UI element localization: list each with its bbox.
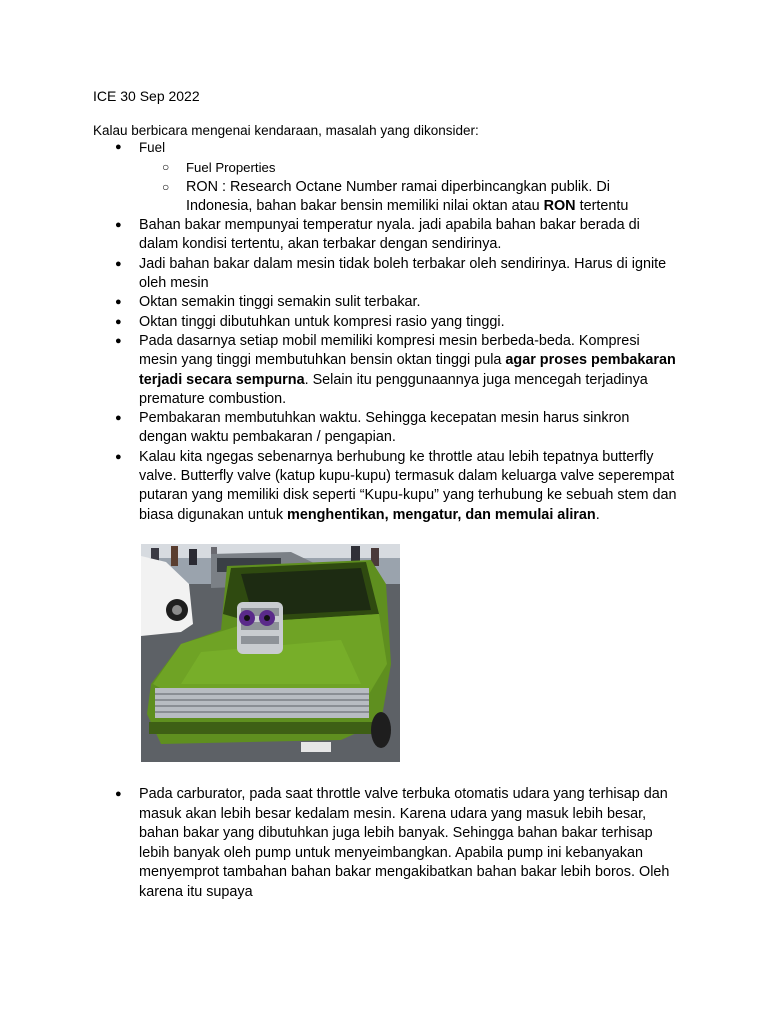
b7-bold: menghentikan, mengatur, dan memulai aliran xyxy=(287,506,596,523)
list-item: ● Pada carburator, pada saat throttle valve terbuka otomatis udara yang terhisap dan masuk akan lebih besar kedalam mesin. Karena udara yang masuk lebih besar, bahan bakar yang dibutuhkan juga lebih banyak. Sehingga bahan bakar terhisap lebih banyak oleh pump untuk menyeimbangkan. Apabila pump ini kebanyakan menyemprot tambahan bahan bakar mengakibatkan bahan bakar lebih boros. Oleh karena itu supaya xyxy=(0,785,679,903)
list-item: ● Jadi bahan bakar dalam mesin tidak boleh terbakar oleh sendirinya. Harus di ignite oleh mesin xyxy=(0,255,679,294)
list-item: ● Pembakaran membutuhkan waktu. Sehingga kecepatan mesin harus sinkron dengan waktu pembakaran / pengapian. xyxy=(0,409,679,448)
page-title: ICE 30 Sep 2022 xyxy=(93,88,200,104)
list-item xyxy=(0,448,679,525)
fuel-sub-list xyxy=(139,158,679,216)
list-item-fuel xyxy=(0,138,679,216)
green-car-photo xyxy=(141,544,400,762)
ron-bold: RON xyxy=(543,197,576,214)
b5-tail: . Selain itu penggunaannya juga mencegah terjadinya premature combustion. xyxy=(139,371,648,407)
list-item: ● Oktan tinggi dibutuhkan untuk kompresi rasio yang tinggi. xyxy=(0,313,679,332)
fuel-label: Fuel xyxy=(139,140,166,155)
sub-item-ron xyxy=(139,178,679,217)
b5-text: Pada dasarnya setiap mobil memiliki kompresi mesin berbeda-beda. Kompresi mesin yang tinggi membutuhkan bensin oktan tinggi pula xyxy=(139,332,640,369)
ron-text: RON : Research Octane Number ramai diperbincangkan publik. Di Indonesia, bahan bakar bensin memiliki nilai oktan atau xyxy=(186,178,610,214)
sub-item-fuel-properties: ○ Fuel Properties xyxy=(139,158,679,177)
list-item: ● Oktan semakin tinggi semakin sulit terbakar. xyxy=(0,293,679,312)
intro-text: Kalau berbicara mengenai kendaraan, masalah yang dikonsider: xyxy=(93,123,479,138)
list-item xyxy=(0,332,679,409)
main-bullet-list xyxy=(0,138,768,525)
list-item: ● Bahan bakar mempunyai temperatur nyala. jadi apabila bahan bakar berada di dalam kondisi tertentu, akan terbakar dengan sendirinya. xyxy=(0,216,679,255)
b7-text: Kalau kita ngegas sebenarnya berhubung ke throttle atau lebih tepatnya butterfly valve. Butterfly valve (katup kupu-kupu) termasuk dalam keluarga valve seperempat putaran yang memiliki disk seperti “Kupu-kupu” yang terhubung ke sebuah stem dan biasa digunakan untuk xyxy=(139,448,677,523)
lower-bullet-list xyxy=(0,785,768,903)
b7-tail: . xyxy=(595,506,600,523)
car-illustration xyxy=(141,544,400,762)
b5-bold: agar proses pembakaran terjadi secara sempurna xyxy=(139,352,676,388)
ron-tail: tertentu xyxy=(575,197,629,214)
